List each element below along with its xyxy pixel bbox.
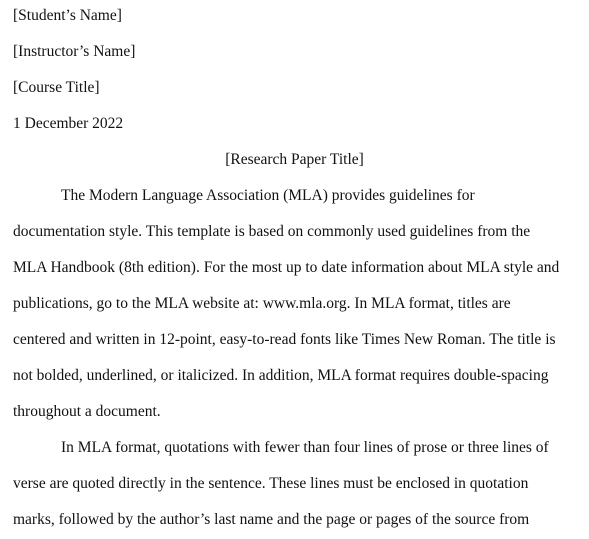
paragraph-line: The Modern Language Association (MLA) provides guidelines for xyxy=(61,187,475,204)
instructor-name: [Instructor’s Name] xyxy=(13,43,136,60)
course-title: [Course Title] xyxy=(13,79,100,96)
student-name: [Student’s Name] xyxy=(13,7,122,24)
paragraph-line: throughout a document. xyxy=(13,403,161,420)
paragraph-line: publications, go to the MLA website at: www.mla.org. In MLA format, titles are xyxy=(13,295,511,312)
document-date: 1 December 2022 xyxy=(13,115,124,132)
paragraph-line: not bolded, underlined, or italicized. In addition, MLA format requires double-spacing xyxy=(13,367,549,384)
paragraph-line: MLA Handbook (8th edition). For the most up to date information about MLA style and xyxy=(13,259,560,276)
paragraph-line: documentation style. This template is based on commonly used guidelines from the xyxy=(13,223,531,240)
paragraph-line: In MLA format, quotations with fewer than four lines of prose or three lines of xyxy=(61,439,549,456)
paragraph-line: marks, followed by the author’s last name and the page or pages of the source from xyxy=(13,511,530,528)
paper-title: [Research Paper Title] xyxy=(225,151,364,168)
paragraph-line: centered and written in 12-point, easy-to-read fonts like Times New Roman. The title is xyxy=(13,331,556,348)
paragraph-line: verse are quoted directly in the sentence. These lines must be enclosed in quotation xyxy=(13,475,529,492)
